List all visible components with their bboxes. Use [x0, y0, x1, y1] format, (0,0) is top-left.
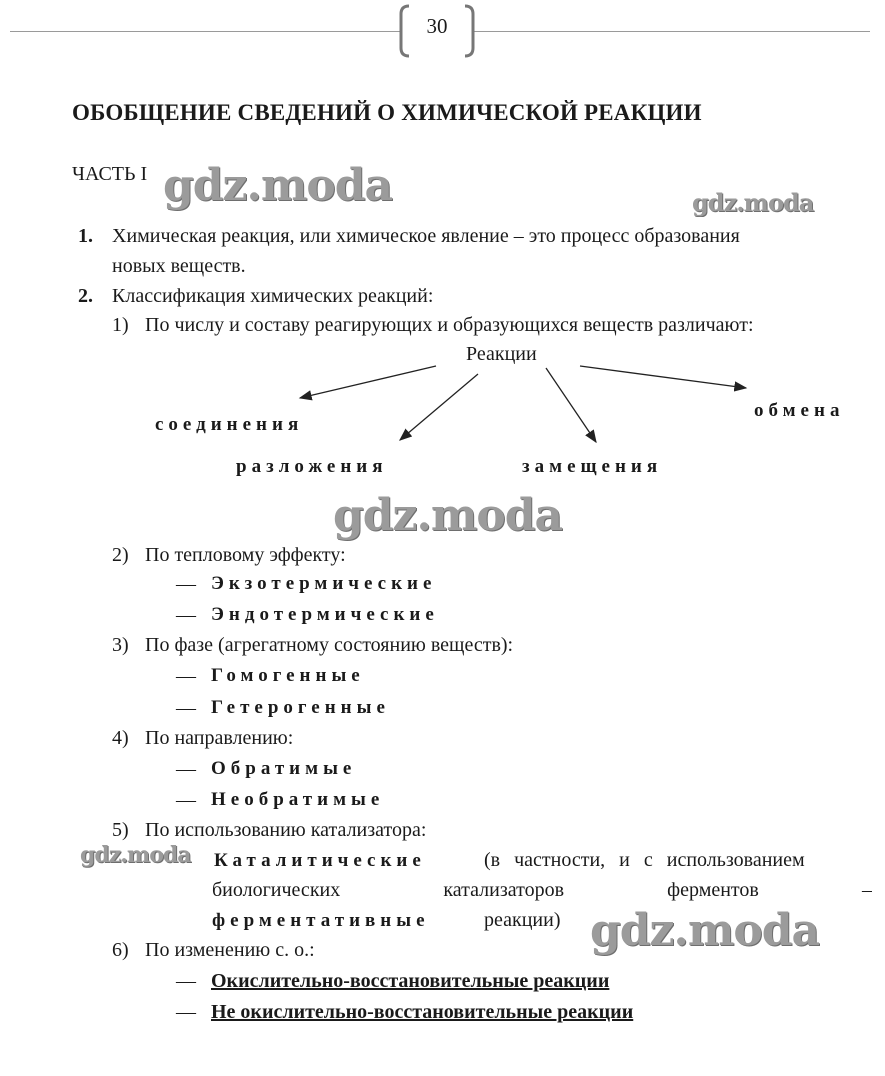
diagram-obmena: обмена	[754, 400, 845, 421]
sub-4-b: Необратимые	[211, 789, 385, 810]
sub-6-a: Окислительно-восстановительные реакции	[211, 970, 610, 992]
sub-5-a: Каталитические	[214, 850, 426, 871]
sub-5-b-rest: реакции)	[484, 909, 561, 931]
sub-2-b: Эндотермические	[211, 604, 439, 625]
watermark-4: gdz.moda	[80, 842, 191, 868]
sub-3-dash-a: —	[176, 665, 196, 687]
sub-4-a: Обратимые	[211, 758, 357, 779]
sub-6-dash-b: —	[176, 1001, 196, 1023]
sub-2-text: По тепловому эффекту:	[145, 544, 346, 566]
watermark-5: gdz.moda	[590, 905, 820, 956]
diagram-root: Реакции	[466, 343, 537, 365]
sub-4-number: 4)	[112, 727, 129, 749]
sub-3-number: 3)	[112, 634, 129, 656]
sub-1-number: 1)	[112, 314, 129, 336]
watermark-1: gdz.moda	[163, 160, 393, 211]
item-1-line-2: новых веществ.	[112, 255, 246, 277]
sub-4-dash-a: —	[176, 758, 196, 780]
sub-1-text: По числу и составу реагирующих и образующихся веществ различают:	[145, 314, 754, 336]
item-2-number: 2.	[78, 285, 93, 307]
sub-3-text: По фазе (агрегатному состоянию веществ):	[145, 634, 514, 656]
sub-4-text: По направлению:	[145, 727, 294, 749]
item-1-line-1: Химическая реакция, или химическое явление – это процесс образования	[112, 225, 740, 247]
diagram-zameshcheniya: замещения	[522, 456, 663, 477]
sub-6-number: 6)	[112, 939, 129, 961]
part-label: ЧАСТЬ I	[72, 163, 148, 185]
arrow-soedineniya	[300, 366, 436, 398]
item-1-number: 1.	[78, 225, 93, 247]
sub-2-dash-a: —	[176, 573, 196, 595]
sub-5-a-rest: (в частности, и с использованием	[484, 849, 805, 871]
sub-5-text: По использованию катализатора:	[145, 819, 427, 841]
page-number: 30	[426, 14, 448, 38]
sub-2-dash-b: —	[176, 604, 196, 626]
sub-3-b: Гетерогенные	[211, 697, 390, 718]
sub-5-number: 5)	[112, 819, 129, 841]
watermark-2: gdz.moda	[692, 188, 814, 217]
item-2-text: Классификация химических реакций:	[112, 285, 434, 307]
sub-6-dash-a: —	[176, 970, 196, 992]
sub-6-text: По изменению с. о.:	[145, 939, 315, 961]
sub-5-b: ферментативные	[212, 910, 430, 931]
sub-3-a: Гомогенные	[211, 665, 365, 686]
arrow-zameshcheniya	[546, 368, 596, 442]
page-title: ОБОБЩЕНИЕ СВЕДЕНИЙ О ХИМИЧЕСКОЙ РЕАКЦИИ	[72, 100, 702, 125]
sub-4-dash-b: —	[176, 789, 196, 811]
sub-2-number: 2)	[112, 544, 129, 566]
sub-2-a: Экзотермические	[211, 573, 437, 594]
diagram-soedineniya: соединения	[155, 414, 304, 435]
sub-5-line-2: биологических катализаторов ферментов –	[212, 879, 872, 901]
arrow-razlozheniya	[400, 374, 478, 440]
diagram-razlozheniya: разложения	[236, 456, 388, 477]
sub-3-dash-b: —	[176, 697, 196, 719]
arrow-obmena	[580, 366, 746, 388]
sub-6-b: Не окислительно-восстановительные реакции	[211, 1001, 634, 1023]
watermark-3: gdz.moda	[333, 490, 563, 541]
